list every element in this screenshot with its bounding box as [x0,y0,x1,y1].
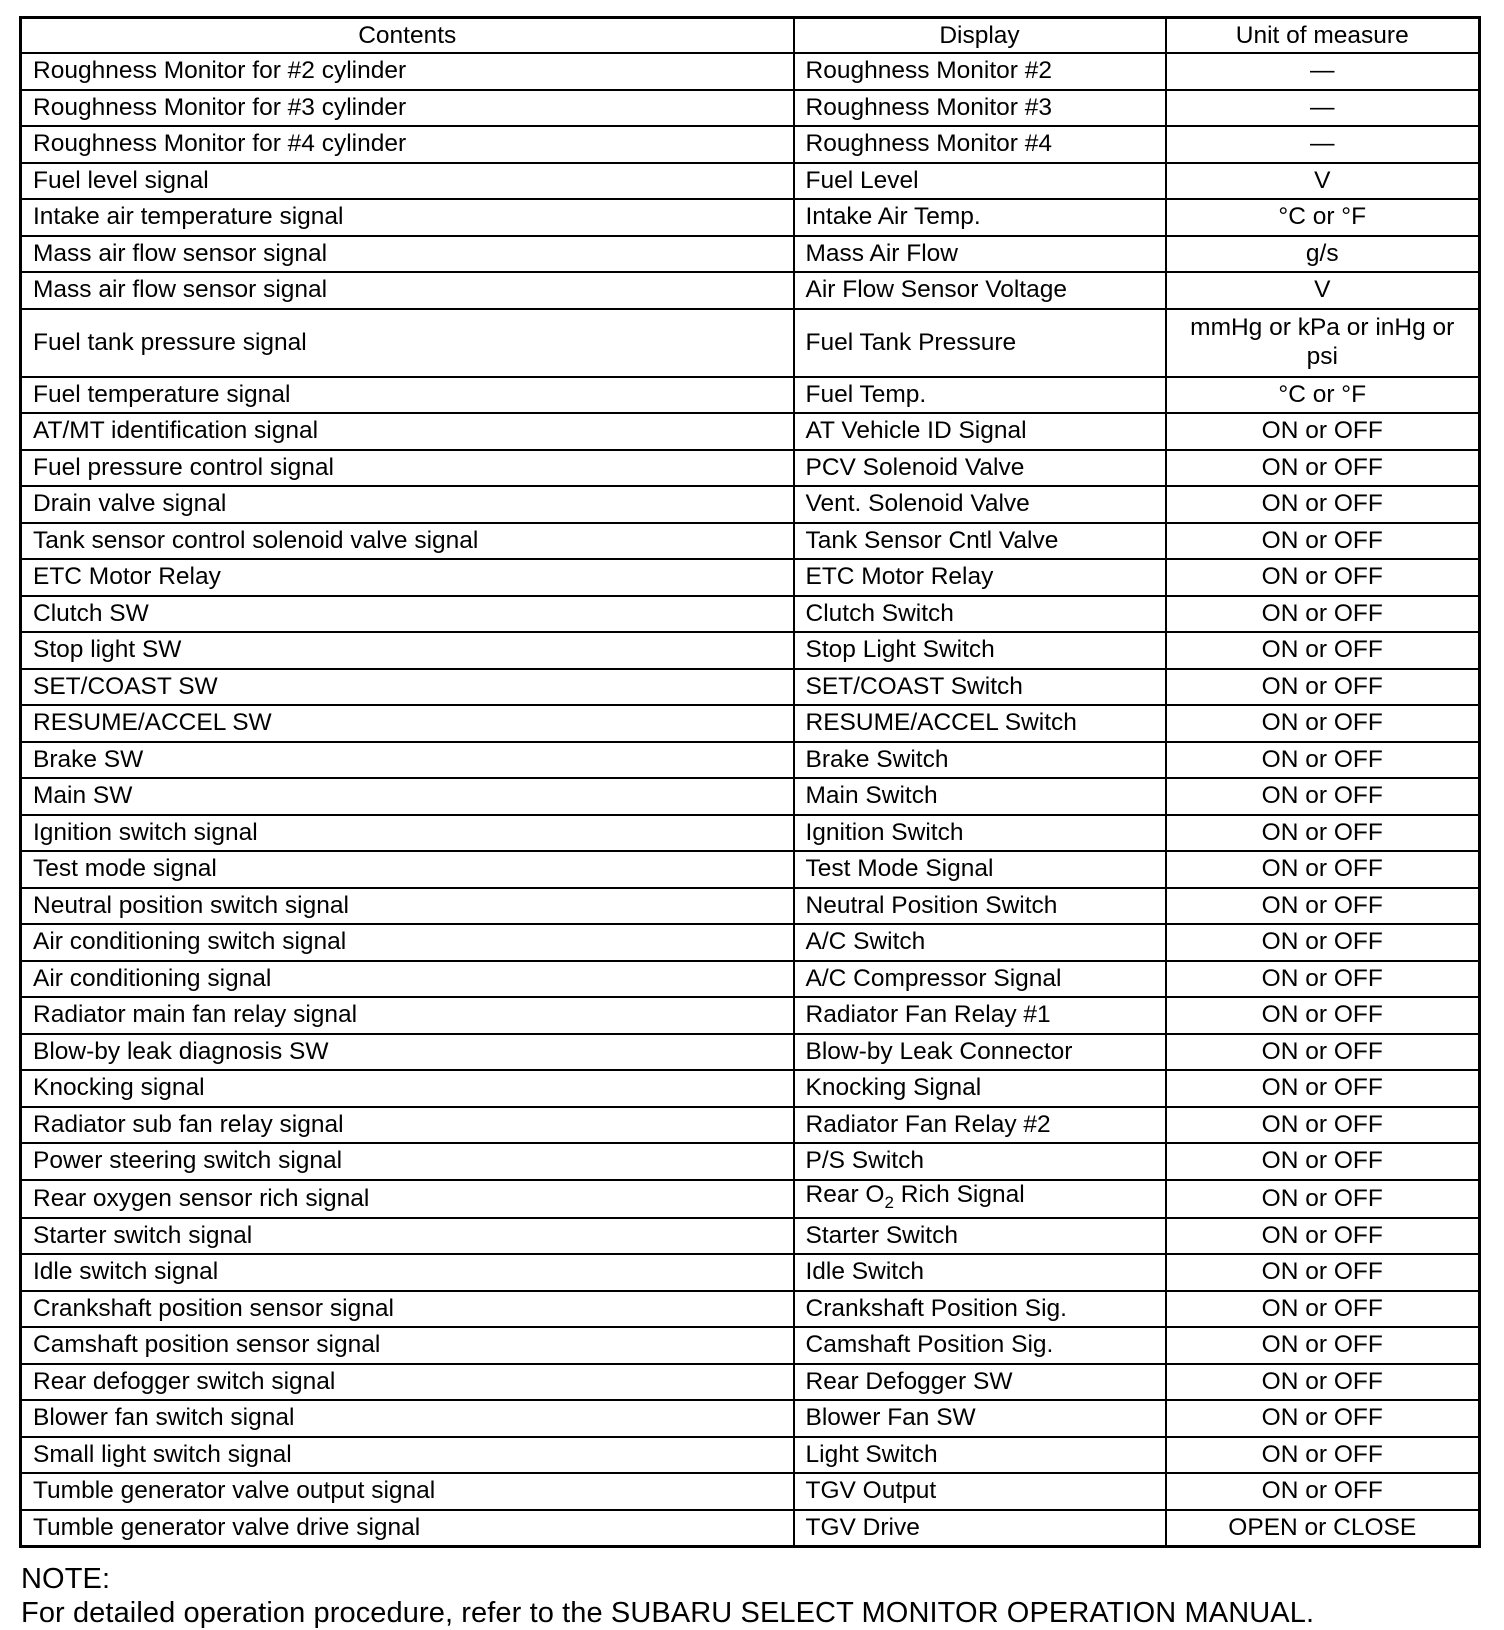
cell-display: P/S Switch [794,1143,1166,1180]
cell-display: Vent. Solenoid Valve [794,486,1166,523]
cell-unit: ON or OFF [1166,961,1480,998]
table-row [21,1473,1480,1510]
cell-contents: Blower fan switch signal [21,1400,794,1437]
cell-contents: Brake SW [21,742,794,779]
table-row [21,1291,1480,1328]
cell-display: Brake Switch [794,742,1166,779]
monitor-items-table [19,16,1481,1548]
cell-unit: ON or OFF [1166,705,1480,742]
cell-contents: Mass air flow sensor signal [21,236,794,273]
cell-unit: ON or OFF [1166,1473,1480,1510]
cell-contents: Camshaft position sensor signal [21,1327,794,1364]
cell-unit: °C or °F [1166,377,1480,414]
table-header [21,18,1480,54]
table-row [21,1070,1480,1107]
cell-unit: V [1166,163,1480,200]
cell-display: TGV Output [794,1473,1166,1510]
table-row [21,815,1480,852]
cell-unit: ON or OFF [1166,1070,1480,1107]
table-row [21,163,1480,200]
table-row [21,1437,1480,1474]
cell-display: Fuel Temp. [794,377,1166,414]
cell-contents: Rear defogger switch signal [21,1364,794,1401]
note-heading: NOTE: [21,1563,111,1595]
cell-unit: ON or OFF [1166,486,1480,523]
cell-display: Tank Sensor Cntl Valve [794,523,1166,560]
header-display: Display [794,18,1166,54]
cell-display: Main Switch [794,778,1166,815]
cell-contents: Fuel pressure control signal [21,450,794,487]
cell-unit: ON or OFF [1166,669,1480,706]
table-row [21,1364,1480,1401]
cell-unit: OPEN or CLOSE [1166,1510,1480,1547]
cell-contents: Knocking signal [21,1070,794,1107]
cell-display: TGV Drive [794,1510,1166,1547]
note-text: For detailed operation procedure, refer to the SUBARU SELECT MONITOR OPERATION MANUAL. [21,1597,1315,1629]
cell-contents: AT/MT identification signal [21,413,794,450]
cell-unit: ON or OFF [1166,851,1480,888]
cell-contents: Blow-by leak diagnosis SW [21,1034,794,1071]
cell-unit: ON or OFF [1166,450,1480,487]
cell-display: Idle Switch [794,1254,1166,1291]
table-row [21,888,1480,925]
header-row [21,18,1480,54]
table-row [21,1400,1480,1437]
table-row [21,742,1480,779]
cell-unit: ON or OFF [1166,742,1480,779]
cell-display: Stop Light Switch [794,632,1166,669]
cell-contents: Test mode signal [21,851,794,888]
cell-display: Crankshaft Position Sig. [794,1291,1166,1328]
cell-unit: ON or OFF [1166,1437,1480,1474]
cell-unit: ON or OFF [1166,924,1480,961]
cell-display: Radiator Fan Relay #2 [794,1107,1166,1144]
cell-display: Clutch Switch [794,596,1166,633]
cell-contents: Fuel level signal [21,163,794,200]
cell-display: Roughness Monitor #3 [794,90,1166,127]
cell-display: Blower Fan SW [794,1400,1166,1437]
cell-unit: ON or OFF [1166,413,1480,450]
cell-display: Rear Defogger SW [794,1364,1166,1401]
table-row [21,778,1480,815]
table-row [21,199,1480,236]
cell-display: A/C Switch [794,924,1166,961]
cell-unit: ON or OFF [1166,596,1480,633]
table-body [21,53,1480,1547]
cell-contents: Roughness Monitor for #3 cylinder [21,90,794,127]
cell-display: Fuel Level [794,163,1166,200]
cell-unit: ON or OFF [1166,1327,1480,1364]
table-row [21,997,1480,1034]
cell-display: Light Switch [794,1437,1166,1474]
cell-display: Neutral Position Switch [794,888,1166,925]
cell-contents: Mass air flow sensor signal [21,272,794,309]
cell-display: Knocking Signal [794,1070,1166,1107]
table-row [21,523,1480,560]
table-row [21,1143,1480,1180]
cell-display: A/C Compressor Signal [794,961,1166,998]
cell-contents: ETC Motor Relay [21,559,794,596]
table-row [21,90,1480,127]
cell-display: Rear $O_2$ Rich Signal [794,1180,1166,1218]
cell-contents: Clutch SW [21,596,794,633]
cell-contents: Roughness Monitor for #2 cylinder [21,53,794,90]
cell-display: Blow-by Leak Connector [794,1034,1166,1071]
cell-display: Roughness Monitor #4 [794,126,1166,163]
cell-contents: Fuel temperature signal [21,377,794,414]
cell-unit: ON or OFF [1166,632,1480,669]
cell-contents: Air conditioning switch signal [21,924,794,961]
cell-contents: Intake air temperature signal [21,199,794,236]
table-row [21,486,1480,523]
table-row [21,126,1480,163]
table-row [21,413,1480,450]
cell-display: AT Vehicle ID Signal [794,413,1166,450]
cell-contents: Power steering switch signal [21,1143,794,1180]
cell-unit: ON or OFF [1166,778,1480,815]
cell-contents: Starter switch signal [21,1218,794,1255]
cell-display: SET/COAST Switch [794,669,1166,706]
table-row [21,924,1480,961]
table-row [21,632,1480,669]
table-row [21,53,1480,90]
table-row [21,1218,1480,1255]
cell-unit: — [1166,126,1480,163]
cell-unit: ON or OFF [1166,815,1480,852]
cell-unit: mmHg or kPa or inHg or psi [1166,309,1480,377]
cell-contents: SET/COAST SW [21,669,794,706]
cell-unit: ON or OFF [1166,1364,1480,1401]
cell-unit: — [1166,90,1480,127]
table-row [21,1034,1480,1071]
cell-display: Starter Switch [794,1218,1166,1255]
cell-display: PCV Solenoid Valve [794,450,1166,487]
cell-display: ETC Motor Relay [794,559,1166,596]
cell-unit: ON or OFF [1166,1034,1480,1071]
table-row [21,851,1480,888]
cell-unit: ON or OFF [1166,559,1480,596]
cell-contents: RESUME/ACCEL SW [21,705,794,742]
cell-unit: ON or OFF [1166,1218,1480,1255]
cell-unit: g/s [1166,236,1480,273]
cell-display: Camshaft Position Sig. [794,1327,1166,1364]
cell-unit: ON or OFF [1166,1400,1480,1437]
cell-unit: ON or OFF [1166,1180,1480,1218]
table-row [21,705,1480,742]
cell-unit: — [1166,53,1480,90]
cell-contents: Main SW [21,778,794,815]
table-row [21,309,1480,377]
cell-unit: °C or °F [1166,199,1480,236]
cell-display: Test Mode Signal [794,851,1166,888]
cell-contents: Idle switch signal [21,1254,794,1291]
cell-contents: Radiator main fan relay signal [21,997,794,1034]
cell-contents: Tumble generator valve output signal [21,1473,794,1510]
table-row [21,236,1480,273]
cell-contents: Drain valve signal [21,486,794,523]
note-block [21,1562,1314,1630]
cell-contents: Neutral position switch signal [21,888,794,925]
cell-unit: ON or OFF [1166,1143,1480,1180]
cell-unit: ON or OFF [1166,1254,1480,1291]
cell-contents: Ignition switch signal [21,815,794,852]
cell-unit: ON or OFF [1166,1107,1480,1144]
table-row [21,272,1480,309]
cell-contents: Rear oxygen sensor rich signal [21,1180,794,1218]
table-row [21,961,1480,998]
cell-unit: ON or OFF [1166,997,1480,1034]
cell-display: Radiator Fan Relay #1 [794,997,1166,1034]
table-row [21,596,1480,633]
cell-contents: Radiator sub fan relay signal [21,1107,794,1144]
cell-contents: Stop light SW [21,632,794,669]
table-row [21,1327,1480,1364]
table-row [21,1510,1480,1547]
cell-contents: Tank sensor control solenoid valve signal [21,523,794,560]
cell-contents: Crankshaft position sensor signal [21,1291,794,1328]
cell-unit: ON or OFF [1166,1291,1480,1328]
table-row [21,559,1480,596]
cell-contents: Roughness Monitor for #4 cylinder [21,126,794,163]
table-row [21,1180,1480,1218]
cell-unit: ON or OFF [1166,888,1480,925]
cell-contents: Air conditioning signal [21,961,794,998]
cell-display: Roughness Monitor #2 [794,53,1166,90]
cell-display: RESUME/ACCEL Switch [794,705,1166,742]
table-row [21,1254,1480,1291]
cell-display: Intake Air Temp. [794,199,1166,236]
cell-display: Mass Air Flow [794,236,1166,273]
table-row [21,669,1480,706]
cell-contents: Tumble generator valve drive signal [21,1510,794,1547]
header-unit-of-measure: Unit of measure [1166,18,1480,54]
cell-display: Air Flow Sensor Voltage [794,272,1166,309]
cell-contents: Fuel tank pressure signal [21,309,794,377]
select-monitor-table-sheet [19,16,1478,1548]
cell-contents: Small light switch signal [21,1437,794,1474]
header-contents: Contents [21,18,794,54]
table-row [21,377,1480,414]
table-row [21,450,1480,487]
table-row [21,1107,1480,1144]
cell-display: Ignition Switch [794,815,1166,852]
cell-unit: ON or OFF [1166,523,1480,560]
cell-unit: V [1166,272,1480,309]
cell-display: Fuel Tank Pressure [794,309,1166,377]
